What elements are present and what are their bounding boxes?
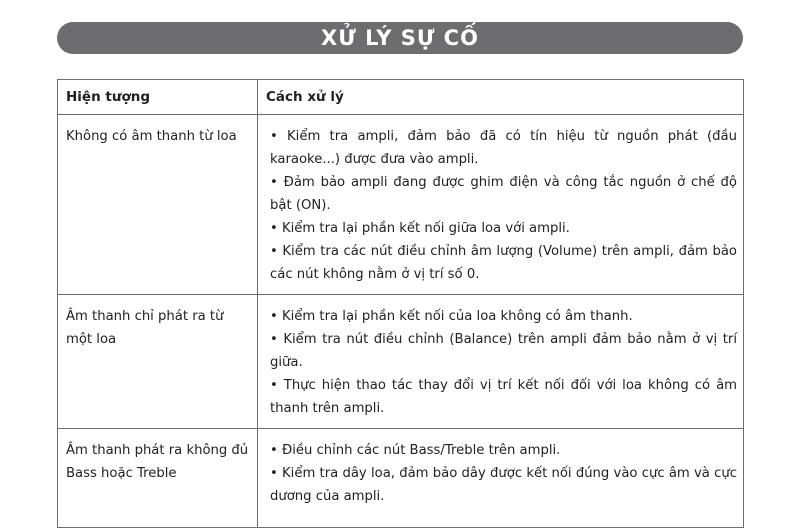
symptom-cell: Âm thanh phát ra không đủ Bass hoặc Treble bbox=[58, 429, 258, 528]
solution-item: • Kiểm tra lại phần kết nối giữa loa với ampli. bbox=[270, 221, 570, 236]
table-row bbox=[58, 429, 744, 528]
solution-item: • Kiểm tra dây loa, đảm bảo dây được kết nối đúng vào cực âm và cực dương của ampli. bbox=[270, 466, 737, 504]
solution-item: • Kiểm tra nút điều chỉnh (Balance) trên ampli đảm bảo nằm ở vị trí giữa. bbox=[270, 332, 737, 370]
solution-item: • Kiểm tra ampli, đảm bảo đã có tín hiệu từ nguồn phát (đầu karaoke...) được đưa vào ampli. bbox=[270, 129, 737, 167]
solution-item: • Đảm bảo ampli đang được ghim điện và công tắc nguồn ở chế độ bật (ON). bbox=[270, 175, 737, 213]
solution-item: • Kiểm tra các nút điều chỉnh âm lượng (Volume) trên ampli, đảm bảo các nút không nằm ở vị trí số 0. bbox=[270, 244, 737, 282]
solution-item: • Kiểm tra lại phần kết nối của loa không có âm thanh. bbox=[270, 309, 633, 324]
header-solution: Cách xử lý bbox=[258, 80, 744, 115]
solution-cell bbox=[258, 295, 744, 429]
table-header-row bbox=[58, 80, 744, 115]
page-title: XỬ LÝ SỰ CỐ bbox=[321, 26, 479, 50]
symptom-cell: Không có âm thanh từ loa bbox=[58, 115, 258, 295]
solution-item: • Thực hiện thao tác thay đổi vị trí kết nối đối với loa không có âm thanh trên ampli. bbox=[270, 378, 737, 416]
solution-cell bbox=[258, 429, 744, 528]
table-row bbox=[58, 115, 744, 295]
table-row bbox=[58, 295, 744, 429]
header-symptom: Hiện tượng bbox=[58, 80, 258, 115]
solution-cell bbox=[258, 115, 744, 295]
symptom-cell: Âm thanh chỉ phát ra từ một loa bbox=[58, 295, 258, 429]
title-banner bbox=[57, 22, 743, 54]
troubleshooting-table bbox=[57, 79, 744, 528]
solution-item: • Điều chỉnh các nút Bass/Treble trên ampli. bbox=[270, 443, 561, 458]
